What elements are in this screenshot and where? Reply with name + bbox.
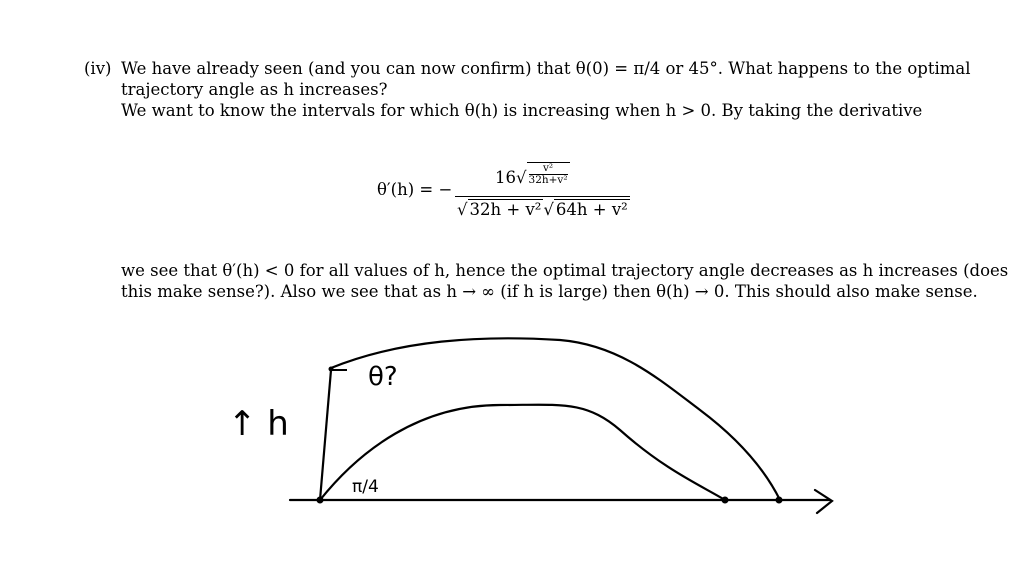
denominator-root-a: 32h + v² <box>469 200 542 219</box>
label-h: ↑ h <box>228 404 289 444</box>
launch-top-point <box>329 367 334 372</box>
numerator-inner-num: v² <box>542 162 554 174</box>
paragraph-line-2: trajectory angle as h increases? <box>121 80 388 99</box>
denominator-root-b: 64h + v² <box>555 200 628 219</box>
high-landing-point <box>776 497 783 504</box>
equation-numerator: 16√ $\frac{\text{v²}}{\text{32h+v²}}$ <box>495 162 568 187</box>
paragraph-line-5: this make sense?). Also we see that as h → ∞ (if h is large) then θ(h) → 0. This should also make sense. <box>121 282 978 301</box>
low-trajectory-curve <box>320 405 725 500</box>
ground-arrowhead <box>815 490 832 513</box>
paragraph-line-4: we see that θ′(h) < 0 for all values of h, hence the optimal trajectory angle decreases as h increases (does <box>121 261 1009 280</box>
paragraph-line-1: We have already seen (and you can now confirm) that θ(0) = π/4 or 45°. What happens to the optimal <box>121 59 971 78</box>
equation-lhs: θ′(h) = − <box>377 180 453 199</box>
launch-point <box>317 497 324 504</box>
item-label: (iv) <box>84 59 112 78</box>
equation-denominator: √ 32h + v² √ 64h + v² <box>457 200 628 219</box>
label-pi-over-4: π/4 <box>352 477 379 497</box>
numerator-inner-den: 32h+v² <box>528 174 568 186</box>
high-trajectory-curve <box>331 338 780 500</box>
height-line <box>320 370 331 500</box>
low-landing-point <box>722 497 729 504</box>
label-theta: θ? <box>368 362 398 392</box>
paragraph-line-3: We want to know the intervals for which θ(h) is increasing when h > 0. By taking the derivative <box>121 101 923 120</box>
numerator-coefficient: 16 <box>495 168 516 187</box>
